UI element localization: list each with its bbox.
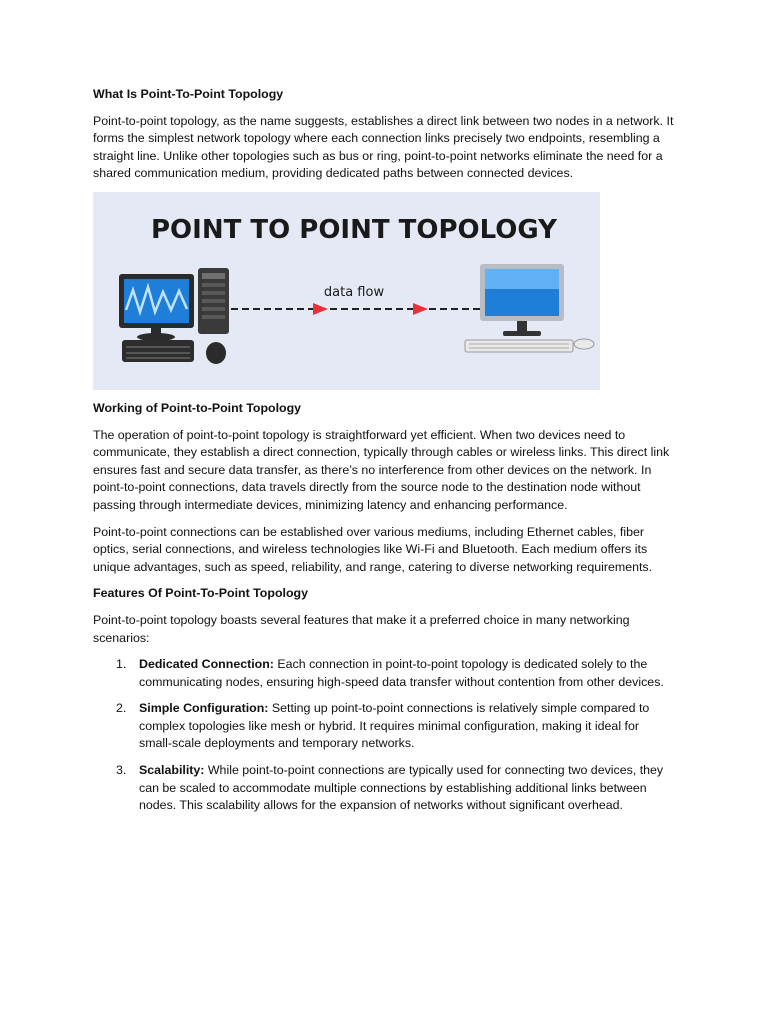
- flow-arrow-2: [413, 303, 428, 315]
- feature-term: Simple Configuration:: [139, 701, 269, 716]
- list-item-number: 3.: [116, 763, 127, 778]
- topology-diagram: [93, 192, 600, 390]
- flow-arrow-1: [313, 303, 328, 315]
- feature-term: Dedicated Connection:: [139, 657, 274, 672]
- feature-text: Each connection in point-to-point topology is dedicated solely to the communicating nodes, ensuring high-speed data transfer without contention from other devices.: [139, 657, 664, 689]
- document-content: [93, 86, 675, 824]
- what-paragraph: Point-to-point topology, as the name suggests, establishes a direct link between two nodes in a network. It forms the simplest network topology where each connection links precisely two endpoints, resembling a straight line. Unlike other topologies such as bus or ring, point-to-point networks eliminate the need for a shared communication medium, providing dedicated paths between connected devices.: [93, 113, 674, 181]
- feature-text: While point-to-point connections are typically used for connecting two devices, they can be scaled to accommodate multiple connections by establishing additional links between nodes. This scalability allows for the expansion of networks without significant overhead.: [139, 763, 664, 813]
- features-intro: Point-to-point topology boasts several features that make it a preferred choice in many networking scenarios:: [93, 612, 630, 645]
- data-flow-link: [231, 303, 481, 315]
- destination-computer-icon: [465, 264, 594, 352]
- features-list: [93, 656, 675, 815]
- features-heading: Features Of Point-To-Point Topology: [93, 586, 308, 601]
- feature-term: Scalability:: [139, 763, 205, 778]
- list-item: [93, 762, 675, 815]
- working-paragraph-1: The operation of point-to-point topology is straightforward yet efficient. When two devices need to communicate, they establish a direct connection, typically through cables or wireless links. This direct link ensures fast and secure data transfer, as there’s no interference from other devices on the network. In point-to-point connections, data travels directly from the source node to the destination node without passing through intermediate devices, minimizing latency and enhancing performance.: [93, 427, 670, 512]
- topology-figure: [93, 192, 600, 390]
- working-paragraph-2: Point-to-point connections can be established over various mediums, including Ethernet cables, fiber optics, serial connections, and wireless technologies like Wi-Fi and Bluetooth. Each medium offers its unique advantages, such as speed, reliability, and range, catering to diverse networking requirements.: [93, 524, 653, 574]
- feature-text: Setting up point-to-point connections is relatively simple compared to complex topologies like mesh or hybrid. It requires minimal configuration, making it ideal for small-scale deployments and temporary networks.: [139, 701, 650, 751]
- list-item: [93, 656, 675, 691]
- list-item-number: 1.: [116, 657, 127, 672]
- source-computer-icon: [119, 268, 229, 364]
- figure-title: POINT TO POINT TOPOLOGY: [151, 214, 557, 245]
- what-heading: What Is Point-To-Point Topology: [93, 87, 284, 101]
- working-heading: Working of Point-to-Point Topology: [93, 400, 302, 415]
- list-item-number: 2.: [116, 701, 127, 716]
- data-flow-label: data flow: [323, 284, 385, 300]
- list-item: [93, 700, 675, 753]
